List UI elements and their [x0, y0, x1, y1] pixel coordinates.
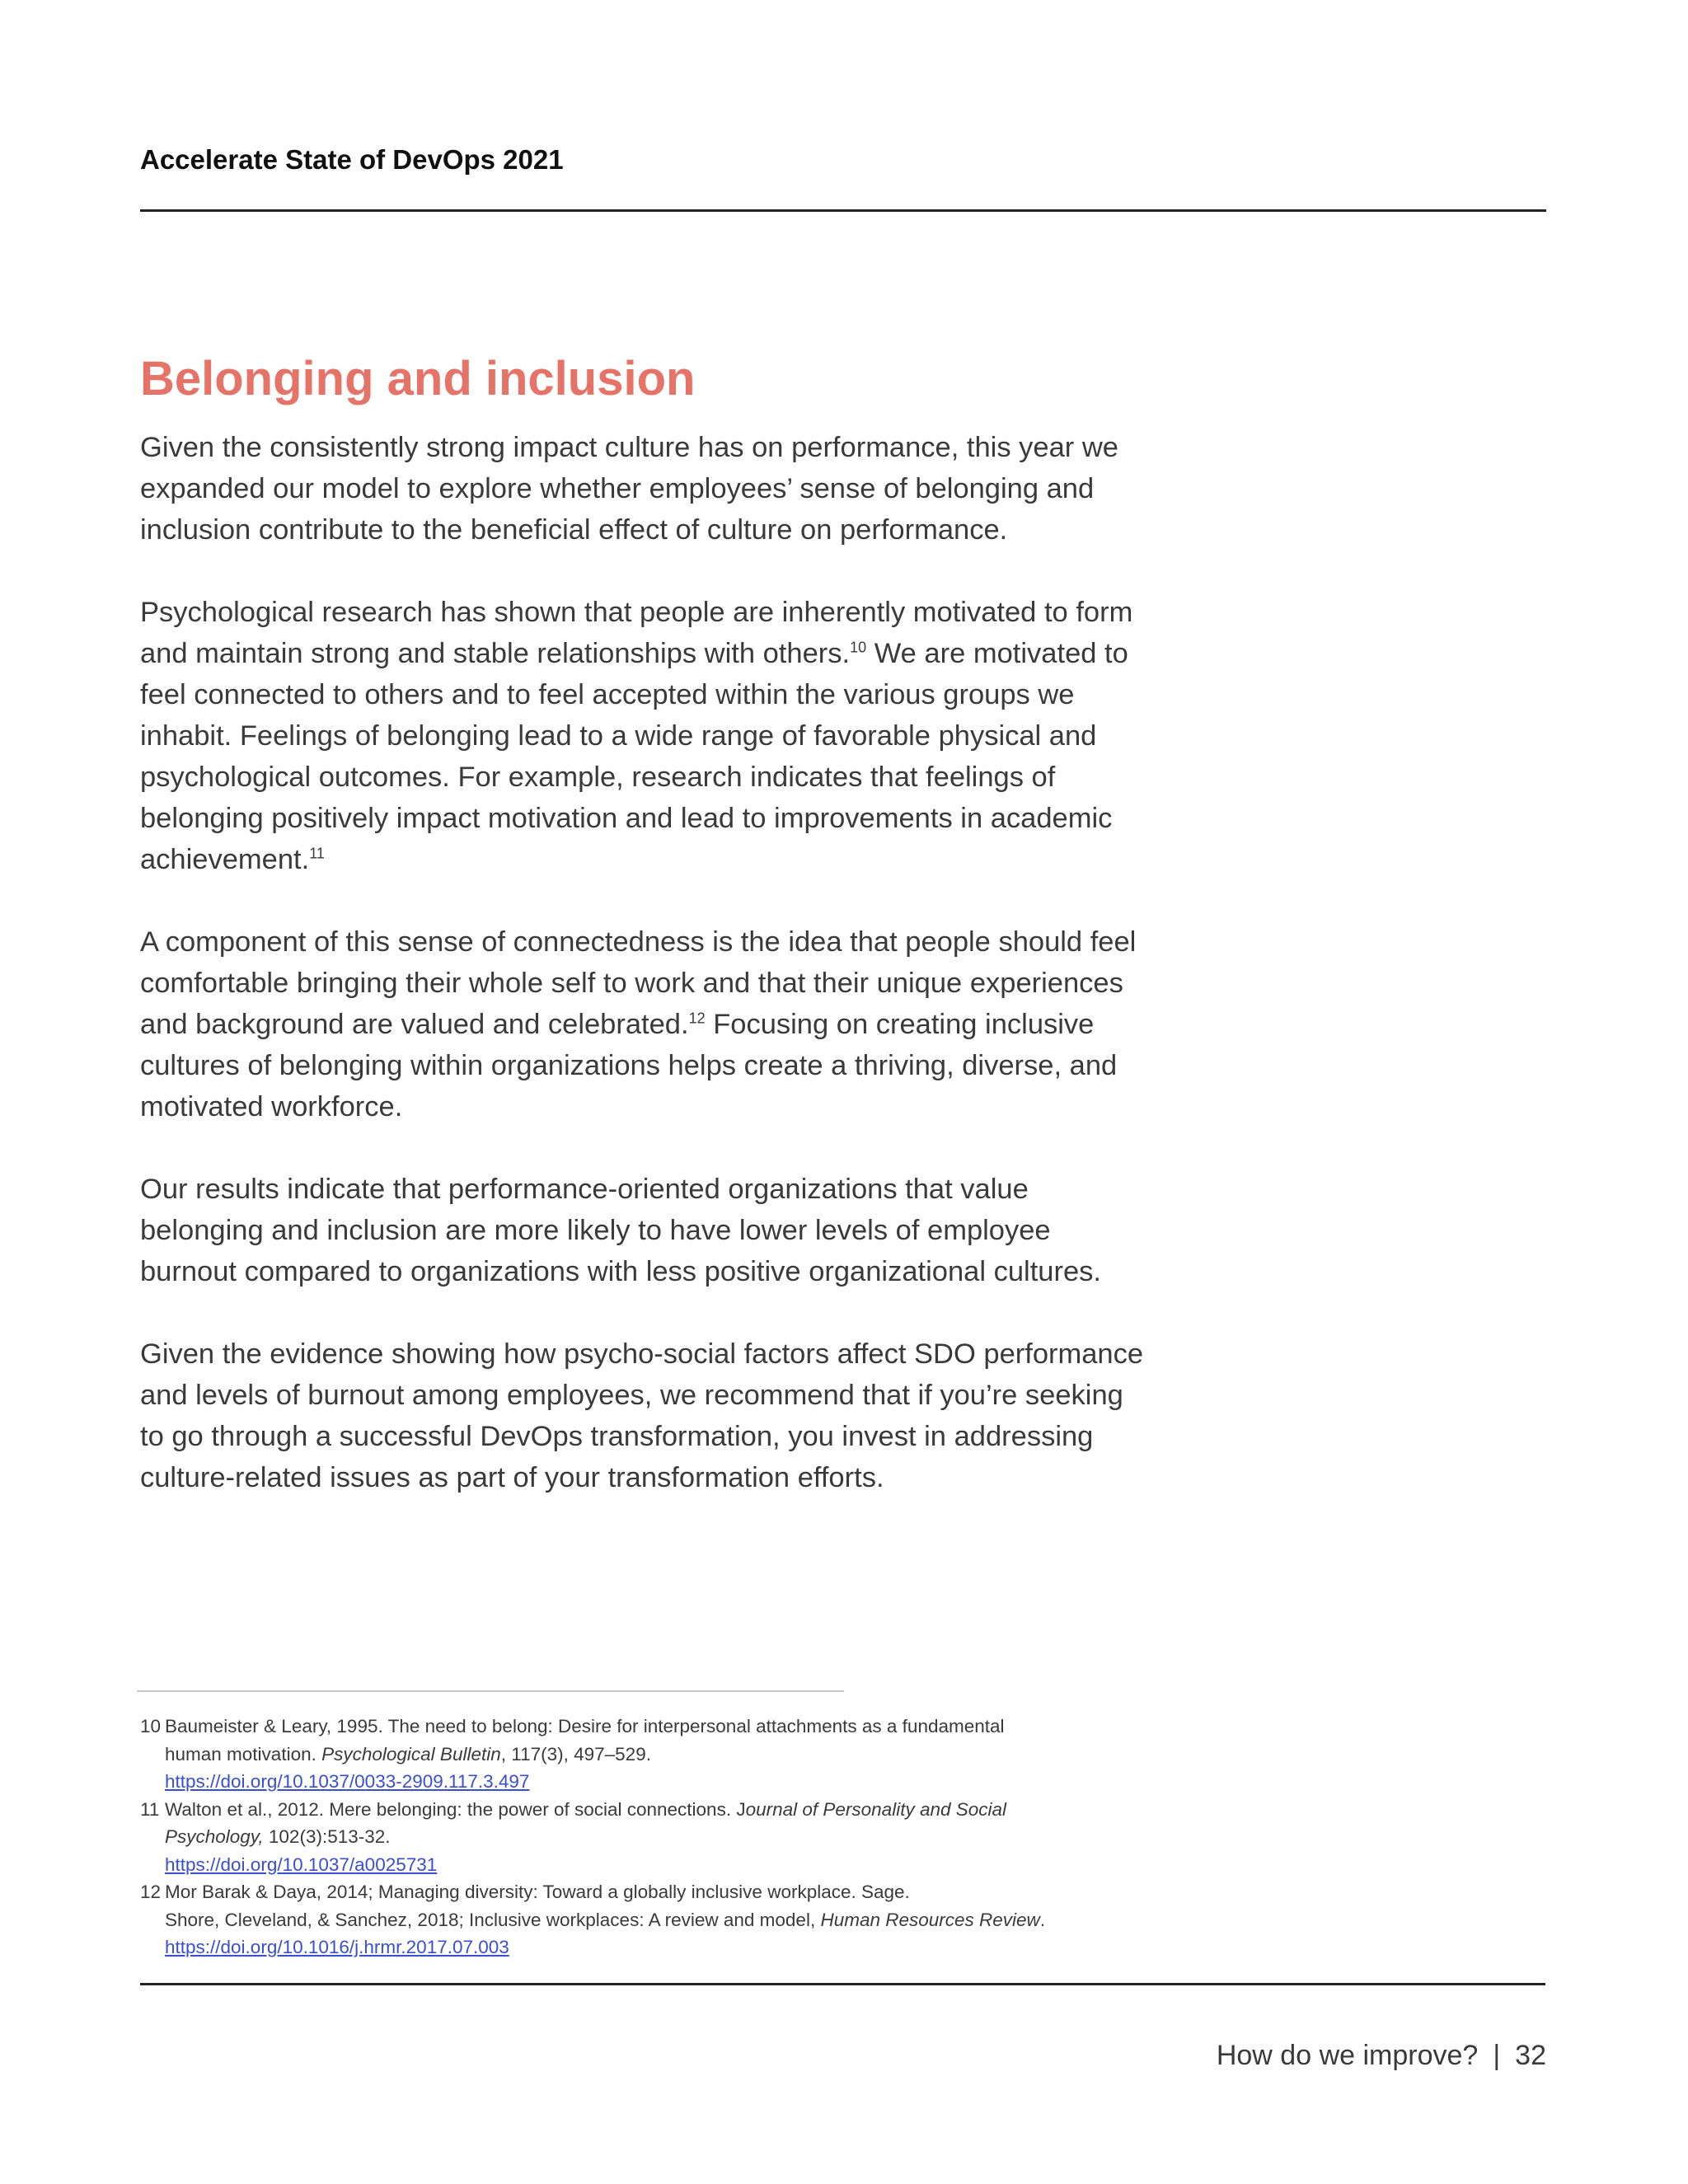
footnote-text: 102(3):513-32.	[263, 1826, 391, 1847]
footnote-number: 11	[140, 1798, 160, 1820]
footnote-line: Mor Barak & Daya, 2014; Managing diversity: Toward a globally inclusive workplace. Sage.	[165, 1882, 910, 1902]
footnote-12	[140, 1878, 1154, 1961]
paragraph-1: Given the consistently strong impact culture has on performance, this year we expanded our model to explore whether employees’ sense of belonging and inclusion contribute to the beneficial effect of culture on performance.	[140, 432, 1118, 546]
doi-link-12[interactable]: https://doi.org/10.1016/j.hrmr.2017.07.003	[165, 1937, 509, 1957]
footnote-text: human motivation.	[165, 1743, 322, 1765]
footnote-11	[140, 1796, 1154, 1879]
footnote-divider	[137, 1690, 844, 1692]
footnote-line	[165, 1741, 1154, 1769]
footnote-line: Baumeister & Leary, 1995. The need to belong: Desire for interpersonal attachments as a fundamental	[165, 1716, 1005, 1736]
paragraph-4: Our results indicate that performance-oriented organizations that value belonging and inclusion are more likely to have lower levels of employee burnout compared to organizations with less positive organizational cultures.	[140, 1174, 1101, 1287]
footnote-text: , 117(3), 497–529.	[500, 1743, 651, 1765]
footnotes	[140, 1713, 1154, 1961]
footnote-text: Shore, Cleveland, & Sanchez, 2018; Inclusive workplaces: A review and model,	[165, 1909, 821, 1930]
page-number: 32	[1515, 2040, 1546, 2071]
paragraph-5: Given the evidence showing how psycho-social factors affect SDO performance and levels of burnout among employees, we recommend that if you’re seeking to go through a successful DevOps transformation, you invest in addressing culture-related issues as part of your transformation efforts.	[140, 1338, 1144, 1493]
report-title: Accelerate State of DevOps 2021	[140, 144, 564, 175]
journal-name: Psychological Bulletin	[321, 1743, 501, 1765]
footnote-text: .	[1039, 1909, 1046, 1930]
doi-link-11[interactable]: https://doi.org/10.1037/a0025731	[165, 1854, 438, 1875]
journal-name: Human Resources Review	[820, 1909, 1040, 1930]
footer-section-name: How do we improve?	[1216, 2040, 1479, 2071]
footnote-text: Walton et al., 2012. Mere belonging: the power of social connections. J	[165, 1798, 746, 1820]
section-heading: Belonging and inclusion	[140, 352, 696, 405]
footnote-ref-11[interactable]: 11	[309, 845, 325, 862]
journal-name: Psychology,	[165, 1826, 264, 1847]
footnote-line	[165, 1823, 1154, 1851]
paragraph-3-text-b: Focusing on creating inclusive cultures of belonging within organizations helps create a thriving, diverse, and motivated workforce.	[140, 1009, 1118, 1122]
paragraph-3-text-a: A component of this sense of connectedness is the idea that people should feel comfortable bringing their whole self to work and that their unique experiences and background are valued and celebrated.	[140, 926, 1137, 1040]
footnote-number: 10	[140, 1716, 162, 1736]
article-body	[140, 427, 1154, 1540]
header-divider	[140, 209, 1546, 212]
footer-separator: |	[1493, 2040, 1501, 2071]
footnote-10	[140, 1713, 1154, 1796]
footer-divider	[140, 1983, 1545, 1985]
paragraph-2-text-a: Psychological research has shown that people are inherently motivated to form and maintain strong and stable relationships with others.	[140, 597, 1133, 669]
paragraph-3	[140, 921, 1154, 1127]
paragraph-2	[140, 592, 1154, 880]
footnote-number: 12	[140, 1882, 162, 1902]
footnote-line	[165, 1796, 1154, 1824]
footnote-line	[165, 1906, 1154, 1934]
journal-name: ournal of Personality and Social	[745, 1798, 1007, 1820]
footnote-ref-10[interactable]: 10	[850, 639, 867, 656]
footnote-ref-12[interactable]: 12	[688, 1010, 706, 1027]
paragraph-2-text-b: We are motivated to feel connected to others and to feel accepted within the various groups we inhabit. Feelings of belonging lead to a wide range of favorable physical and psychological outcomes. For example, research indicates that feelings of belonging positively impact motivation and lead to improvements in academic achievement.	[140, 638, 1128, 875]
page-footer	[1217, 2037, 1546, 2074]
doi-link-10[interactable]: https://doi.org/10.1037/0033-2909.117.3.497	[165, 1771, 530, 1792]
